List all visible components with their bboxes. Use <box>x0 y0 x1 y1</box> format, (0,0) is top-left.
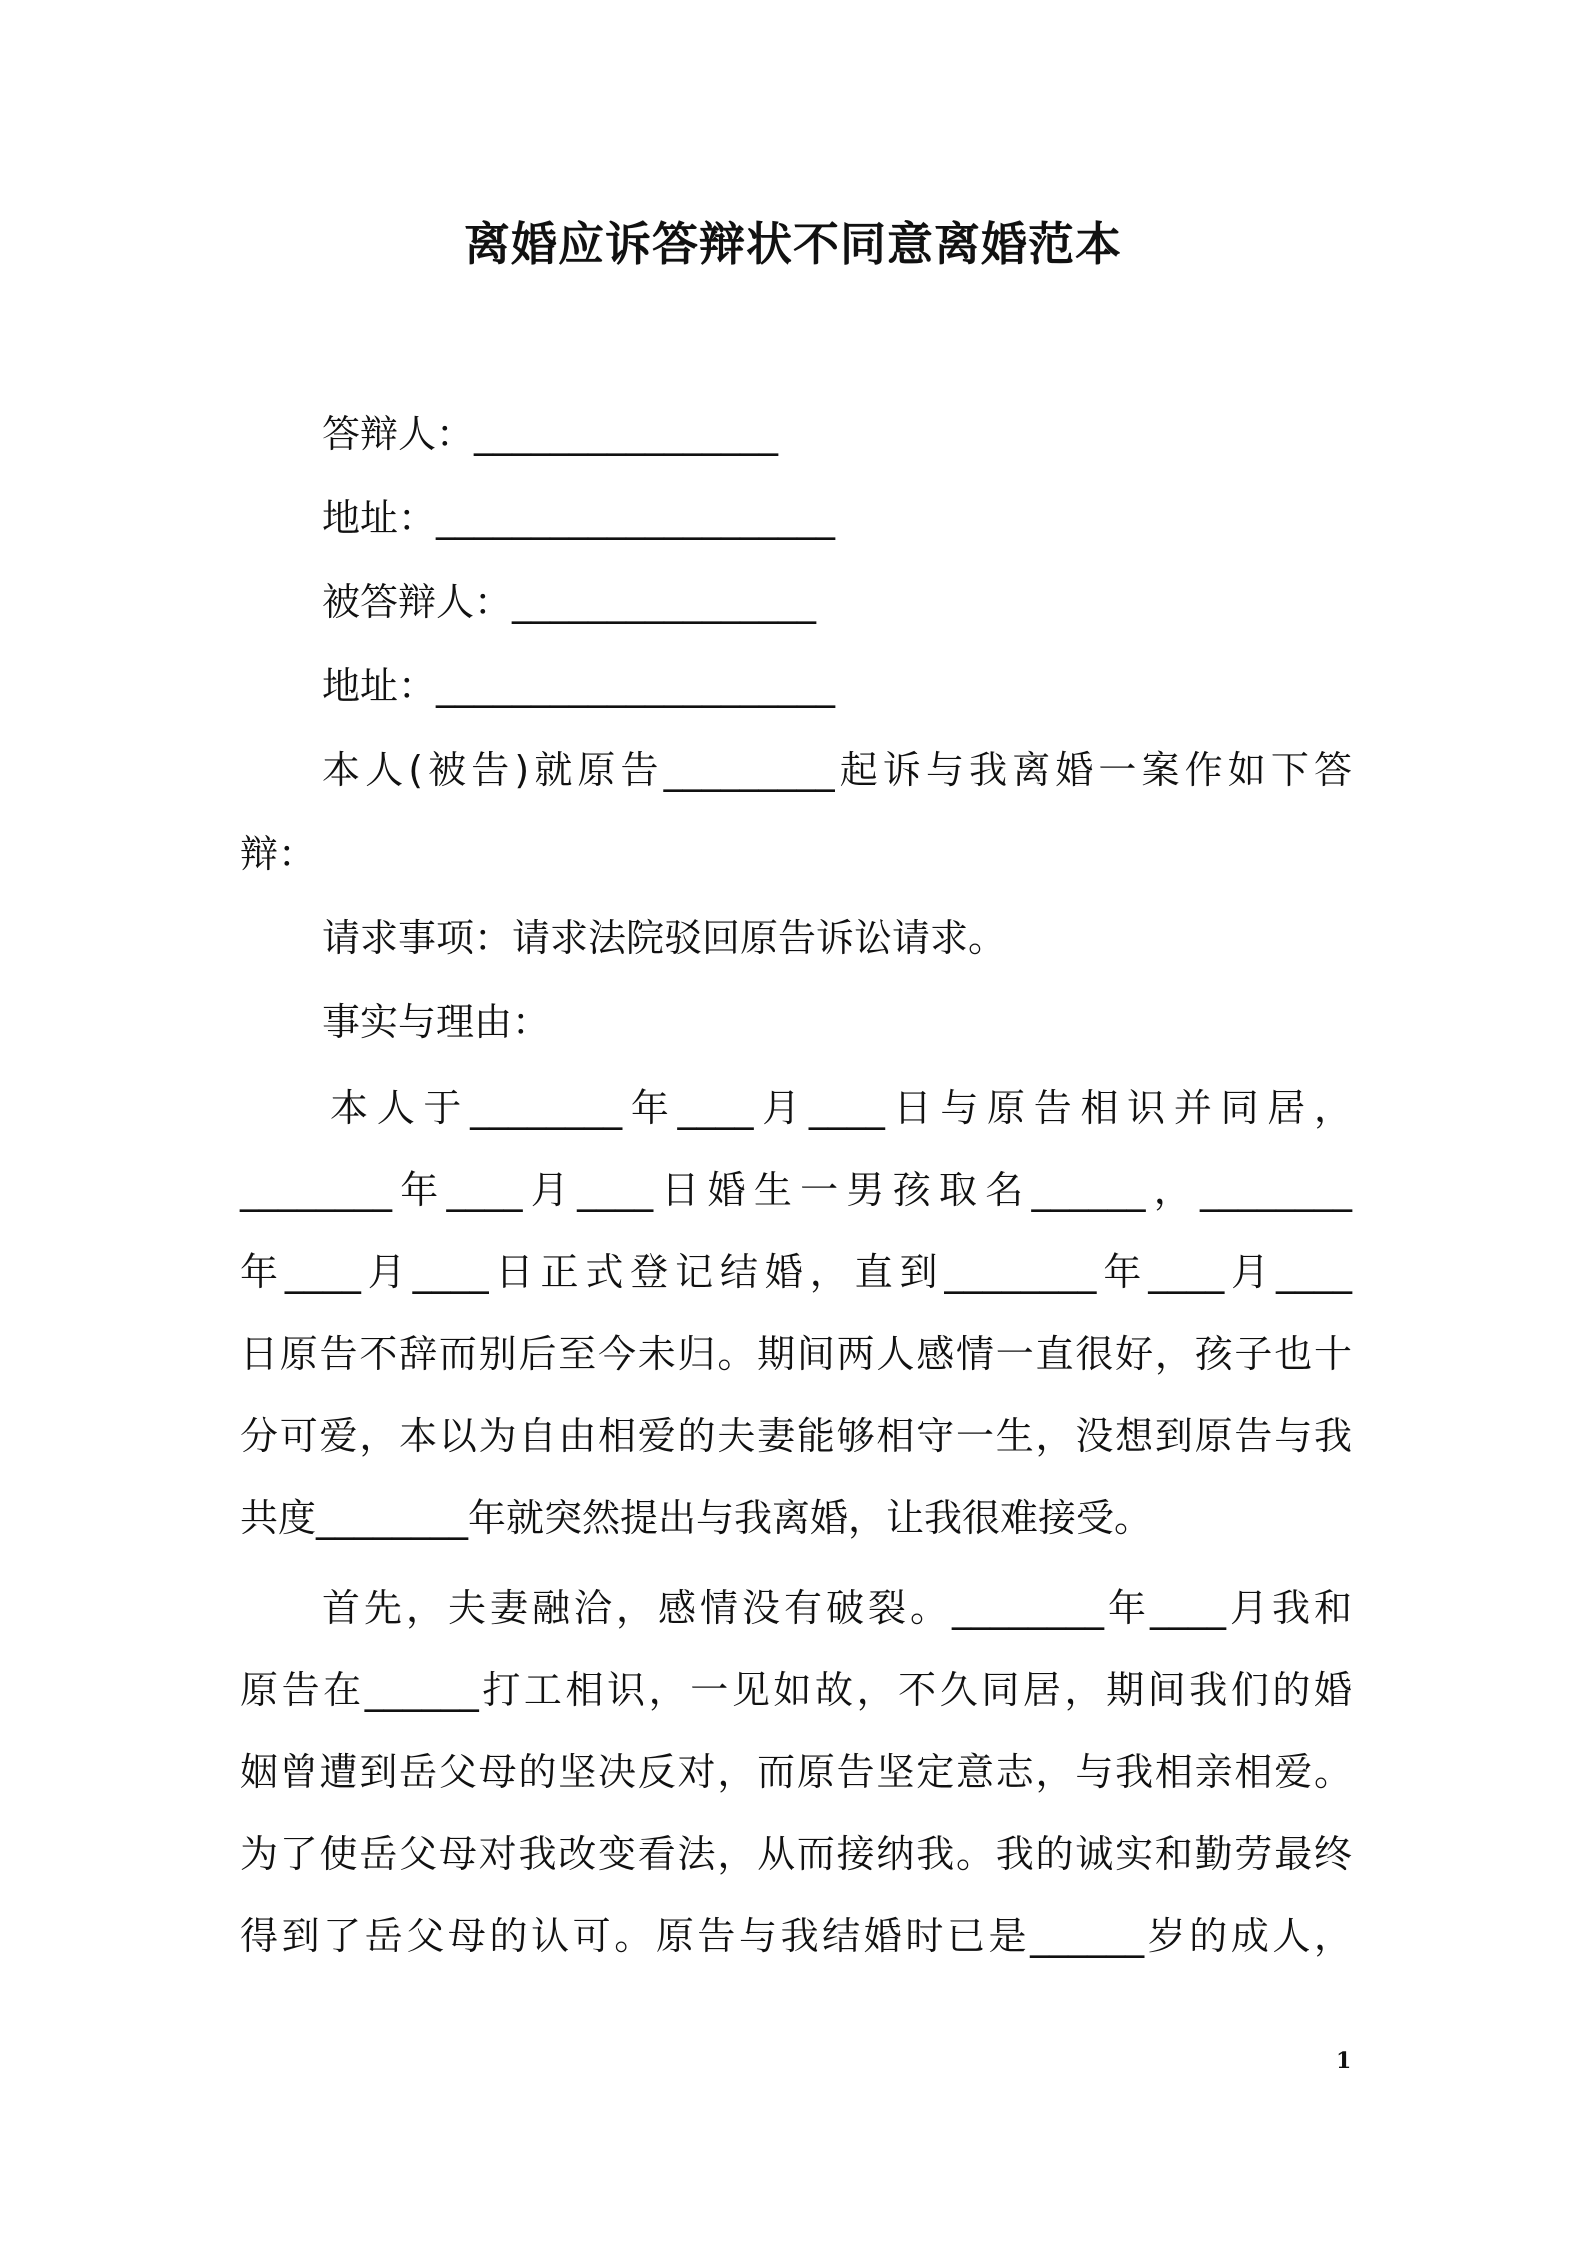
paragraph-1-line-6: 共度________年就突然提出与我离婚，让我很难接受。 <box>240 1496 1153 1540</box>
facts-heading: 事实与理由： <box>322 1000 551 1044</box>
paragraph-2-line-4: 为了使岳父母对我改变看法，从而接纳我。我的诚实和勤劳最终 <box>240 1832 1352 1876</box>
respondent-address-field: 地址：_____________________ <box>322 496 836 540</box>
plaintiff-address-field: 地址：_____________________ <box>322 664 836 708</box>
paragraph-1-line-5: 分可爱，本以为自由相爱的夫妻能够相守一生，没想到原告与我 <box>240 1414 1352 1458</box>
intro-line-1: 本人(被告)就原告_________起诉与我离婚一案作如下答 <box>322 748 1352 792</box>
intro-line-2: 辩： <box>240 832 317 876</box>
paragraph-1-line-2: ________年____月____日婚生一男孩取名______，________ <box>240 1168 1352 1212</box>
paragraph-2-line-1: 首先，夫妻融洽，感情没有破裂。________年____月我和 <box>322 1586 1352 1630</box>
paragraph-2-line-2: 原告在______打工相识，一见如故，不久同居，期间我们的婚 <box>240 1668 1352 1712</box>
respondent-field: 答辩人：________________ <box>322 412 779 456</box>
plaintiff-field: 被答辩人：________________ <box>322 580 817 624</box>
page-number: 1 <box>1336 2048 1352 2074</box>
request-line: 请求事项：请求法院驳回原告诉讼请求。 <box>322 916 1007 960</box>
paragraph-2-line-3: 姻曾遭到岳父母的坚决反对，而原告坚定意志，与我相亲相爱。 <box>240 1750 1352 1794</box>
paragraph-1-line-1: 本人于________年____月____日与原告相识并同居， <box>330 1086 1352 1130</box>
paragraph-2-line-5: 得到了岳父母的认可。原告与我结婚时已是______岁的成人， <box>240 1914 1352 1958</box>
document-title: 离婚应诉答辩状不同意离婚范本 <box>464 217 1122 271</box>
paragraph-1-line-4: 日原告不辞而别后至今未归。期间两人感情一直很好，孩子也十 <box>240 1332 1352 1376</box>
paragraph-1-line-3: 年____月____日正式登记结婚，直到________年____月____ <box>240 1250 1352 1294</box>
